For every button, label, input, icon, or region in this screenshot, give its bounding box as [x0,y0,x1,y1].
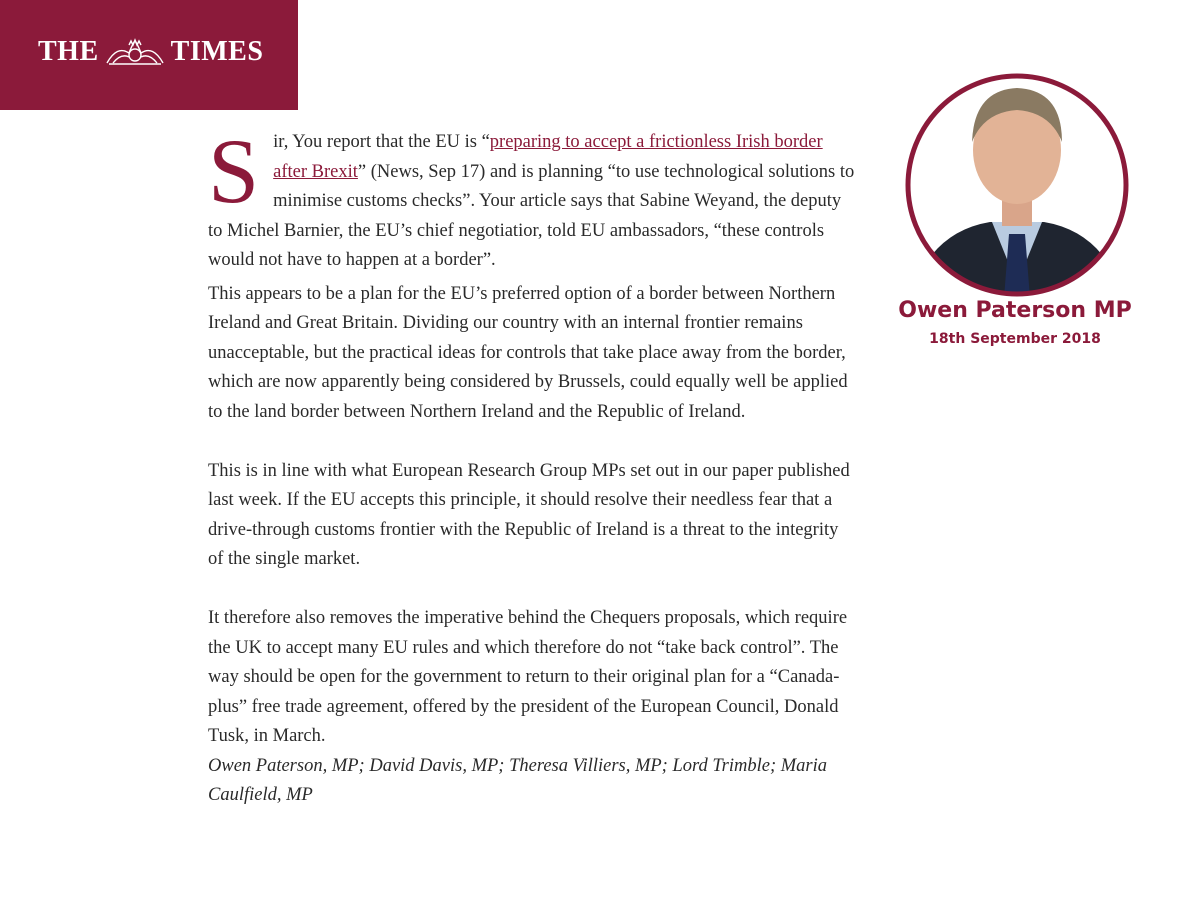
logo-word-times: TIMES [170,36,264,67]
letter-paragraph-4: It therefore also removes the imperative behind the Chequers proposals, which require the UK to accept many EU rules and which therefore do not “take back control”. The way should be open for the government to return to their original plan for a “Canada-plus” free trade agreement, offered by the president of the European Council, Donald Tusk, in March. [208,608,848,746]
royal-crest-icon [103,37,167,67]
letter-paragraph-2: This appears to be a plan for the EU’s preferred option of a border between Northern Ireland and Great Britain. Dividing our country with an internal frontier remains unacceptable, but the practical ideas for controls that take place away from the border, which are now apparently being considered by Brussels, could equally well be applied to the land border between Northern Ireland and the Republic of Ireland. [208,283,848,422]
paragraph-1-rest: ” (News, Sep 17) and is planning “to use technological solutions to minimise customs checks”. Your article says that Sabine Weyand, the deputy to Michel Barnier, the EU’s chief negotiatior, told EU ambassadors, “these controls would not have to happen at a border”. [208,161,855,270]
portrait-date: 18th September 2018 [929,331,1101,347]
letter-paragraph-1 [208,120,858,276]
signatories: Owen Paterson, MP; David Davis, MP; Theresa Villiers, MP; Lord Trimble; Maria Caulfield, MP [208,755,828,805]
portrait-name: Owen Paterson MP [898,298,1132,323]
portrait-photo [890,72,1144,298]
drop-cap: S [208,120,260,222]
frictionless-border-link[interactable]: preparing to accept a frictionless Irish border after Brexit [273,132,823,182]
letter-paragraph-3: This is in line with what European Research Group MPs set out in our paper published last week. If the EU accepts this principle, it should resolve their needless fear that a drive-through customs frontier with the Republic of Ireland is a threat to the integrity of the single market. [208,460,850,569]
masthead [0,0,298,110]
times-logo[interactable] [38,36,263,68]
letter-body [208,120,858,811]
paragraph-1-intro: ir, You report that the EU is “ [273,132,490,152]
logo-word-the: THE [38,36,99,67]
